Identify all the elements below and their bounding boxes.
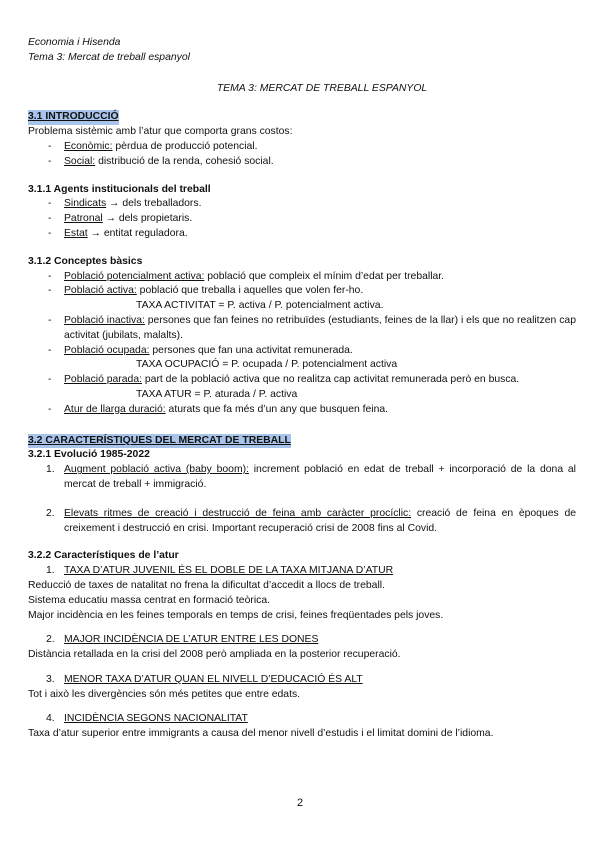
agents-list — [28, 197, 576, 241]
list-item: - Atur de llarga duració: aturats que fa més d’un any que busquen feina. — [28, 403, 576, 418]
characteristic-heading: 4. INCIDÈNCIA SEGONS NACIONALITAT — [46, 713, 248, 725]
section-heading-3-1: 3.1 INTRODUCCIÓ — [28, 110, 119, 125]
list-item: - Població inactiva: persones que fan feines no retribuïdes (estudiants, feines de la llar) i els que no realitzen cap activitat (jubilats, malalts). — [28, 314, 576, 344]
header-unit: Tema 3: Mercat de treball espanyol — [28, 51, 190, 63]
list-item: - Sindicats → dels treballadors. — [28, 197, 576, 212]
subsection-heading-3-2-1: 3.2.1 Evolució 1985-2022 — [28, 449, 150, 461]
list-item: - Social: distribució de la renda, cohesió social. — [28, 155, 576, 170]
concepts-list — [28, 270, 576, 418]
list-item: - Població parada: part de la població activa que no realitza cap activitat remunerada però en busca. TAXA ATUR = P. aturada / P. activa — [28, 373, 576, 403]
list-item: 1. Augment població activa (baby boom): increment població en edat de treball + incorporació de la dona al mercat de treball + immigració. — [46, 464, 576, 490]
list-item: - Població potencialment activa: població que compleix el mínim d’edat per treballar. — [28, 270, 576, 285]
formula: TAXA ATUR = P. aturada / P. activa — [136, 388, 298, 400]
characteristic-heading: 2. MAJOR INCIDÈNCIA DE L’ATUR ENTRE LES DONES — [46, 634, 319, 646]
subsection-heading-3-1-2: 3.1.2 Conceptes bàsics — [28, 255, 143, 267]
section-heading-3-2: 3.2 CARACTERÍSTIQUES DEL MERCAT DE TREBALL — [28, 434, 291, 449]
header-subject: Economia i Hisenda — [28, 37, 121, 48]
subsection-heading-3-1-1: 3.1.1 Agents institucionals del treball — [28, 183, 211, 195]
cost-list — [28, 140, 576, 170]
intro-text: Problema sistèmic amb l’atur que comporta grans costos: — [28, 126, 293, 138]
page-number: 2 — [296, 797, 304, 809]
characteristic-text: Distància retallada en la crisi del 2008 però ampliada en la posterior recuperació. — [28, 649, 401, 661]
characteristic-heading: 3. MENOR TAXA D’ATUR QUAN EL NIVELL D’EDUCACIÓ ÉS ALT — [46, 673, 363, 685]
formula: TAXA OCUPACIÓ = P. ocupada / P. potencialment activa — [136, 359, 398, 371]
list-item: - Econòmic: pèrdua de producció potencial. — [28, 140, 576, 155]
term: Econòmic: — [64, 140, 113, 152]
evolution-list — [28, 463, 576, 536]
characteristic-text: Tot i això les divergències són més petites que entre edats. — [28, 688, 301, 700]
list-item: - Població ocupada: persones que fan una activitat remunerada. TAXA OCUPACIÓ = P. ocupada / P. potencialment activa — [28, 344, 576, 374]
subsection-heading-3-2-2: 3.2.2 Característiques de l’atur — [28, 550, 179, 562]
characteristic-text: Taxa d’atur superior entre immigrants a causa del menor nivell d’estudis i el limitat domini de l’idioma. — [28, 728, 494, 740]
characteristic-text: Major incidència en les feines temporals en temps de crisi, feines freqüentades pels joves. — [28, 609, 444, 621]
list-item: 2. Elevats ritmes de creació i destrucció de feina amb caràcter procíclic: creació de feina en èpoques de creixement i destrucció en crisi. Important recuperació crisi de 2008 fins al Covid. — [46, 507, 576, 534]
term: Social: — [64, 155, 96, 167]
page-title: TEMA 3: MERCAT DE TREBALL ESPANYOL — [216, 82, 428, 94]
list-item: - Població activa: població que treballa i aquelles que volen fer-ho. TAXA ACTIVITAT = P. activa / P. potencialment activa. — [28, 284, 576, 314]
document-page — [28, 36, 576, 742]
formula: TAXA ACTIVITAT = P. activa / P. potencialment activa. — [136, 300, 384, 312]
characteristic-text: Sistema educatiu massa centrat en formació teòrica. — [28, 594, 270, 606]
list-item: - Patronal → dels propietaris. — [28, 212, 576, 227]
characteristic-heading: 1. TAXA D’ATUR JUVENIL ÉS EL DOBLE DE LA TAXA MITJANA D’ATUR — [46, 565, 394, 577]
list-item: - Estat → entitat reguladora. — [28, 227, 576, 242]
characteristic-text: Reducció de taxes de natalitat no frena la dificultat d’accedit a llocs de treball. — [28, 579, 385, 591]
